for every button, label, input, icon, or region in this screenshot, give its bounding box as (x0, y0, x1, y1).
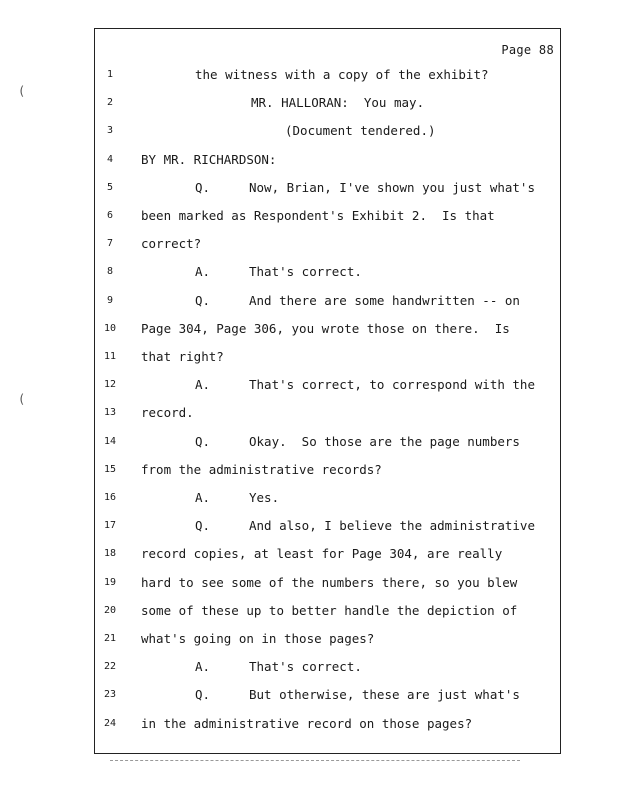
line-text: that right? (141, 349, 224, 364)
line-number: 16 (103, 492, 117, 503)
line-text: Now, Brian, I've shown you just what's (249, 179, 535, 195)
line-number: 19 (103, 576, 117, 588)
line-number: 24 (103, 717, 117, 729)
line-text: Page 304, Page 306, you wrote those on there. Is (141, 320, 510, 336)
line-text: Yes. (249, 490, 280, 505)
line-number: 10 (103, 322, 117, 334)
transcript-line (95, 206, 560, 226)
line-number: 14 (103, 435, 117, 447)
page-number: Page 88 (501, 43, 554, 57)
transcript-line (95, 375, 560, 395)
line-number: 17 (103, 520, 117, 532)
transcript-line (95, 657, 560, 677)
line-number: 11 (103, 351, 117, 362)
transcript-line (95, 601, 560, 621)
line-number: 4 (106, 153, 114, 165)
line-number: 22 (103, 661, 117, 673)
transcript-line (95, 573, 560, 593)
line-text: Okay. So those are the page numbers (249, 433, 520, 449)
line-text: (Document tendered.) (285, 123, 436, 139)
line-text: MR. HALLORAN: You may. (251, 95, 425, 111)
transcript-line (95, 65, 560, 85)
margin-mark: ( (18, 392, 26, 406)
line-text: And there are some handwritten -- on (249, 292, 520, 308)
qa-label: Q. (195, 292, 211, 308)
line-text: BY MR. RICHARDSON: (141, 151, 277, 167)
transcript-line (95, 234, 560, 254)
qa-label: Q. (195, 687, 211, 703)
line-text: in the administrative record on those pages? (141, 715, 473, 731)
transcript-line (95, 403, 560, 423)
transcript-line (95, 488, 560, 508)
transcript-line (95, 714, 560, 734)
line-text: That's correct. (249, 264, 362, 280)
line-number: 7 (106, 238, 114, 250)
line-number: 12 (103, 379, 117, 391)
transcript-line (95, 544, 560, 564)
transcript-line (95, 178, 560, 198)
qa-label: Q. (195, 179, 211, 195)
line-text: what's going on in those pages? (141, 631, 375, 646)
transcript-line (95, 121, 560, 141)
transcript-line (95, 629, 560, 649)
qa-label: A. (195, 490, 211, 505)
line-number: 3 (106, 125, 114, 137)
qa-label: Q. (195, 433, 211, 449)
line-number: 13 (103, 407, 117, 419)
line-number: 21 (103, 633, 117, 644)
qa-label: Q. (195, 518, 211, 534)
transcript-page (94, 28, 561, 754)
line-text: record copies, at least for Page 304, are really (141, 546, 503, 562)
line-number: 8 (106, 266, 114, 278)
line-number: 18 (103, 548, 117, 560)
bottom-rule (110, 760, 520, 761)
transcript-line (95, 93, 560, 113)
transcript-line (95, 460, 560, 480)
line-number: 1 (106, 69, 114, 80)
qa-label: A. (195, 377, 211, 393)
transcript-line (95, 685, 560, 705)
transcript-line (95, 432, 560, 452)
qa-label: A. (195, 264, 211, 280)
line-text: correct? (141, 236, 202, 252)
line-text: That's correct. (249, 659, 362, 675)
qa-label: A. (195, 659, 211, 675)
transcript-line (95, 319, 560, 339)
line-text: hard to see some of the numbers there, so you blew (141, 574, 518, 590)
line-number: 2 (106, 97, 114, 109)
line-text: But otherwise, these are just what's (249, 687, 520, 703)
line-number: 23 (103, 689, 117, 701)
transcript-line (95, 150, 560, 170)
line-text: been marked as Respondent's Exhibit 2. Is that (141, 208, 495, 223)
transcript-line (95, 291, 560, 311)
transcript-line (95, 347, 560, 367)
line-text: the witness with a copy of the exhibit? (195, 67, 489, 82)
line-text: And also, I believe the administrative (249, 518, 535, 534)
line-text: That's correct, to correspond with the (249, 377, 535, 393)
transcript-line (95, 516, 560, 536)
line-text: from the administrative records? (141, 461, 382, 477)
line-number: 5 (106, 181, 114, 193)
line-text: some of these up to better handle the depiction of (141, 602, 518, 618)
line-number: 20 (103, 604, 117, 616)
line-number: 6 (106, 210, 114, 221)
line-number: 15 (103, 463, 117, 475)
transcript-line (95, 262, 560, 282)
line-number: 9 (106, 294, 114, 306)
margin-mark: ( (18, 84, 26, 98)
line-text: record. (141, 405, 194, 421)
